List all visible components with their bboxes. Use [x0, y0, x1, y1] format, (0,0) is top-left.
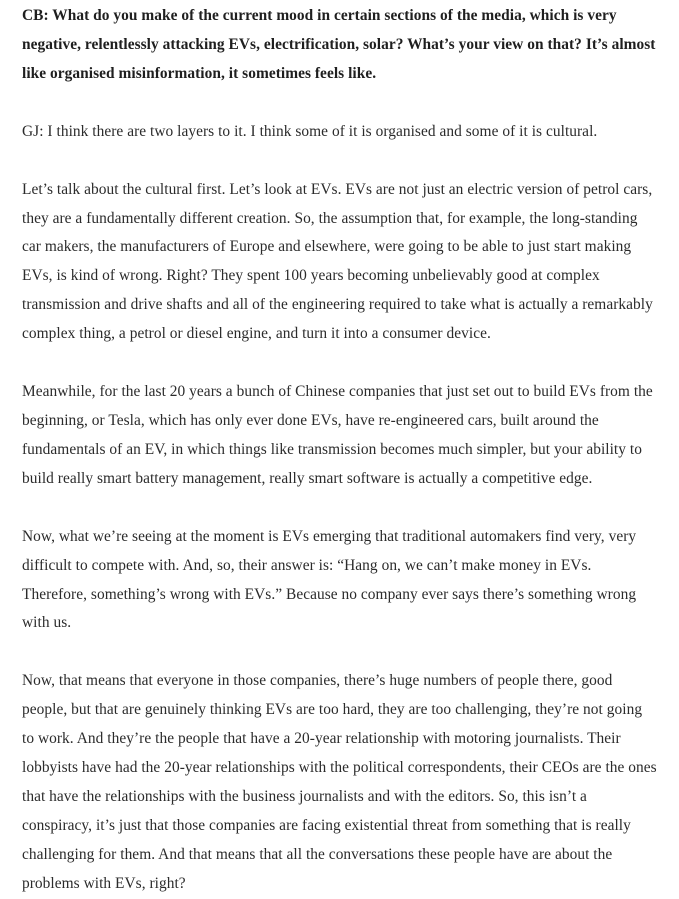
interview-answer-paragraph: Let’s talk about the cultural first. Let’s look at EVs. EVs are not just an electric version of petrol cars, they are a fundamentally different creation. So, the assumption that, for example, the long-standing car makers, the manufacturers of Europe and elsewhere, were going to be able to just start making EVs, is kind of wrong. Right? They spent 100 years becoming unbelievably good at complex transmission and drive shafts and all of the engineering required to take what is actually a remarkably complex thing, a petrol or diesel engine, and turn it into a consumer device.: [22, 180, 653, 343]
interview-answer-paragraph: Now, what we’re seeing at the moment is EVs emerging that traditional automakers find very, very difficult to compete with. And, so, their answer is: “Hang on, we can’t make money in EVs. Therefore, something’s wrong with EVs.” Because no company ever says there’s something wrong with us.: [22, 527, 637, 632]
interview-answer-paragraph: Now, that means that everyone in those companies, there’s huge numbers of people there, good people, but that are genuinely thinking EVs are too hard, they are too challenging, they’re not going to work. And they’re the people that have a 20-year relationship with motoring journalists. Their lobbyists have had the 20-year relationships with the political correspondents, their CEOs are the ones that have the relationships with the business journalists and with the editors. So, this isn’t a conspiracy, it’s just that those companies are facing existential threat from something that is really challenging for them. And that means that all the conversations these people have are about the problems with EVs, right?: [22, 672, 657, 892]
interview-answer-paragraph: Meanwhile, for the last 20 years a bunch of Chinese companies that just set out to build EVs from the beginning, or Tesla, which has only ever done EVs, have re-engineered cars, built around the fundamentals of an EV, in which things like transmission becomes much simpler, but your ability to build really smart battery management, really smart software is actually a competitive edge.: [22, 383, 653, 487]
interview-answer-paragraph: GJ: I think there are two layers to it. I think some of it is organised and some of it is cultural.: [22, 122, 598, 140]
interview-question-paragraph: CB: What do you make of the current mood in certain sections of the media, which is very negative, relentlessly attacking EVs, electrification, solar? What’s your view on that? It’s almost like organised misinformation, it sometimes feels like.: [22, 7, 656, 82]
